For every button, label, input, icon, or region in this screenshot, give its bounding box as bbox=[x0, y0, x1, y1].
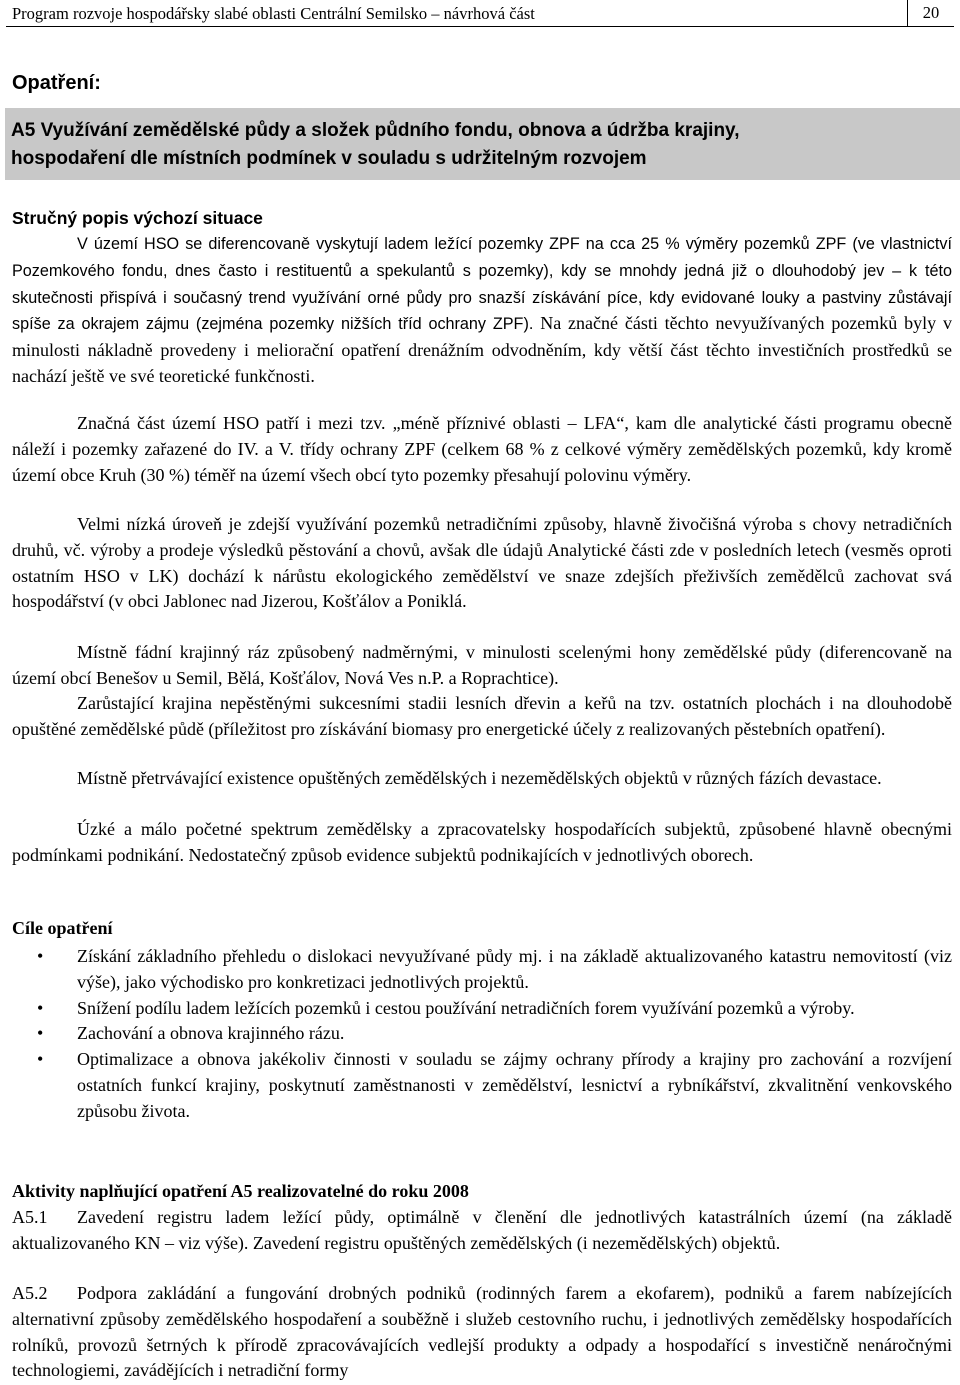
goal-item bbox=[37, 1021, 952, 1047]
header-title: Program rozvoje hospodářsky slabé oblasti Centrální Semilsko – návrhová část bbox=[12, 4, 535, 23]
measure-title-line-2: hospodaření dle místních podmínek v souladu s udržitelným rozvojem bbox=[11, 148, 647, 169]
goals-list bbox=[37, 944, 952, 1125]
goals-heading: Cíle opatření bbox=[12, 918, 113, 938]
activity-item bbox=[12, 1205, 952, 1257]
goal-item bbox=[37, 944, 952, 996]
situation-paragraph-2: Značná část území HSO patří i mezi tzv. „méně příznivé oblasti – LFA“, kam dle analytické části programu obecně náleží i pozemky zařazené do IV. a V. třídy ochrany ZPF (celkem 68 % z celkové výměry zemědělských pozemků, kdy kromě území obce Kruh (30 %) téměř na území všech obcí tyto pozemky přesahují polovinu výměry. bbox=[12, 413, 952, 485]
measure-title-line-1: A5 Využívání zemědělské půdy a složek půdního fondu, obnova a údržba krajiny, bbox=[11, 120, 740, 141]
goal-item-text: Získání základního přehledu o dislokaci nevyužívané půdy mj. i na základě aktualizovaného katastru nemovitostí (viz výše), jako východisko pro konkretizaci jednotlivých projektů. bbox=[77, 946, 952, 992]
goal-item-text: Zachování a obnova krajinného rázu. bbox=[77, 1023, 345, 1044]
activities-heading: Aktivity naplňující opatření A5 realizovatelné do roku 2008 bbox=[12, 1181, 469, 1201]
situation-paragraph-1-part-a: V území HSO se diferencovaně vyskytují ladem ležící pozemky ZPF na cca 25 % výměry pozemků ZPF (ve vlastnictví Pozemkového fondu, dnes často i restituentů a spekulantů s pozemky), kdy se mnohdy jedná již o dlouhodobý jev – k této skutečnosti přispívá i současný trend využívání orné půdy pro snazší získávání píce, kdy evidované louky a pastviny zůstávají spíše za okrajem zájmu (zejména pozemky nižších tříd ochrany ZPF). bbox=[12, 235, 952, 334]
bullet-icon: • bbox=[37, 1049, 44, 1070]
situation-paragraph-3: Velmi nízká úroveň je zdejší využívání pozemků netradičními způsoby, hlavně živočišná výroba s chovy netradičních druhů, vč. výroby a prodeje výsledků pěstování a chovů, avšak dle údajů Analytické části zde v posledních letech (vesměs oproti ostatním HSO v LK) dochází k nárůstu ekologického zemědělství ve snaze zdejších přeživších zemědělců zachovat svá hospodářství (v obci Jablonec nad Jizerou, Košťálov a Poniklá. bbox=[12, 514, 952, 612]
situation-paragraph-1-part-b: Na značné části těchto nevyužívaných pozemků byly v minulosti nákladně provedeny i meliorační opatření drenážním odvodněním, kdy větší část těchto investičních prostředků se nachází ještě ve své teoretické funkčnosti. bbox=[12, 313, 953, 386]
activity-text: Podpora zakládání a fungování drobných podniků (rodinných farem a ekofarem), podniků a farem nabízejících alternativní způsoby zemědělského hospodaření a souběžně i služeb cestovního ruchu, i jednotlivých zemědělsky hospodařících rolníků, provozů šetrných k přírodě zpracovávajících vedlejší produkty a odpady a hospodařící s investičně nenáročnými technologiemi, zavádějících i netradiční formy bbox=[12, 1283, 952, 1381]
bullet-icon: • bbox=[37, 946, 44, 966]
activity-number: A5.1 bbox=[12, 1207, 48, 1227]
situation-paragraph-5: Zarůstající krajina nepěstěnými sukcesními stadii lesních dřevin a keřů na tzv. ostatních plochách i na dlouhodobě opuštěné zemědělské půdě (příležitost pro získávání biomasy pro energetické účely z realizovaných pěstebních opatření). bbox=[12, 693, 952, 739]
bullet-icon: • bbox=[37, 997, 44, 1018]
situation-paragraph-4: Místně fádní krajinný ráz způsobený nadměrnými, v minulosti scelenými hony zemědělské půdy (diferencovaně na území obcí Benešov u Semil, Bělá, Košťálov, Nová Ves n.P. a Roprachtice). bbox=[12, 642, 952, 688]
activity-text: Zavedení registru ladem ležící půdy, optimálně v členění dle jednotlivých katastrálních území (na základě aktualizovaného KN – viz výše). Zavedení registru opuštěných zemědělských (i nezemědělských) objektů. bbox=[12, 1207, 952, 1253]
situation-paragraph-7: Úzké a málo početné spektrum zemědělsky a zpracovatelsky hospodařících subjektů, způsobené hlavně obecnými podmínkami podnikání. Nedostatečný způsob evidence subjektů podnikajících v jednotlivých oborech. bbox=[12, 819, 952, 865]
activity-number: A5.2 bbox=[12, 1283, 48, 1303]
measure-label: Opatření: bbox=[12, 72, 101, 94]
goal-item bbox=[37, 1047, 952, 1124]
goal-item-text: Snížení podílu ladem ležících pozemků i cestou používání netradičních forem využívání pozemků a výroby. bbox=[77, 997, 855, 1018]
goal-item-text: Optimalizace a obnova jakékoliv činnosti v souladu se zájmy ochrany přírody a krajiny pro zachování a rozvíjení ostatních funkcí krajiny, poskytnutí zaměstnanosti v zemědělství, lesnictví a rybníkářství, zkvalitnění venkovského způsobu života. bbox=[77, 1049, 952, 1121]
page-number: 20 bbox=[907, 0, 954, 26]
situation-paragraph-1 bbox=[12, 231, 952, 390]
situation-paragraph-6: Místně přetrvávající existence opuštěných zemědělských i nezemědělských objektů v různých fázích devastace. bbox=[77, 768, 882, 788]
measure-title-banner bbox=[5, 108, 960, 180]
situation-heading: Stručný popis výchozí situace bbox=[12, 208, 263, 228]
goal-item bbox=[37, 996, 952, 1022]
page-header bbox=[6, 0, 954, 27]
bullet-icon: • bbox=[37, 1023, 44, 1044]
activity-item bbox=[12, 1281, 952, 1384]
